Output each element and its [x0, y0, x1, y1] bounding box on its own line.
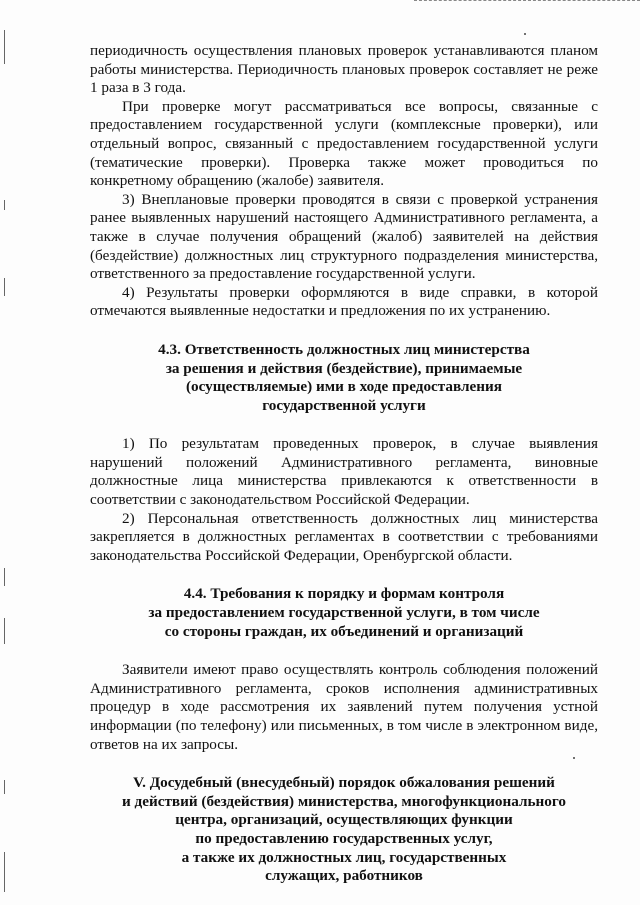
heading-line: за решения и действия (бездействие), принимаемые [165, 359, 523, 377]
paragraph: 3) Внеплановые проверки проводятся в связи с проверкой устранения ранее выявленных нарушений настоящего Административного регламента, а также в случае получения обращений (жалоб) заявителей на действия (бездействие) должностных лиц структурного подразделения министерства, ответственного за предоставление государственной услуги. [90, 190, 598, 283]
scan-edge-mark [4, 278, 5, 296]
scan-speck [524, 33, 526, 35]
paragraph: Заявители имеют право осуществлять контроль соблюдения положений Административного регламента, сроков исполнения административных процедур в ходе рассмотрения их заявлений путем получения устной информации (по телефону) или письменных, в том числе в электронном виде, ответов на их запросы. [90, 661, 598, 753]
paragraph: 1) По результатам проведенных проверок, в случае выявления нарушений положений Административного регламента, виновные должностные лица министерства привлекаются к ответственности в соответствии с законодательством Российской Федерации. [90, 435, 598, 509]
scan-edge-mark [4, 780, 5, 794]
scan-edge-mark [414, 0, 640, 3]
scan-edge-mark [4, 568, 5, 586]
paragraph: 2) Персональная ответственность должностных лиц министерства закрепляется в должностных регламентах в соответствии с требованиями законодательства Российской Федерации, Оренбургской области. [90, 509, 598, 564]
section-heading-4-4 [90, 585, 598, 641]
section-heading-5 [90, 774, 598, 886]
heading-line: со стороны граждан, их объединений и организаций [164, 622, 524, 640]
heading-line: а также их должностных лиц, государственных [181, 848, 507, 866]
scan-edge-mark [4, 30, 5, 64]
paragraph: 4) Результаты проверки оформляются в виде справки, в которой отмечаются выявленные недостатки и предложения по их устранению. [90, 283, 598, 320]
scan-edge-mark [4, 852, 5, 892]
heading-line: (осуществляемые) ими в ходе предоставления [185, 378, 503, 396]
heading-line: и действий (бездействия) министерства, многофункционального [121, 792, 567, 810]
paragraph: При проверке могут рассматриваться все вопросы, связанные с предоставлением государственной услуги (комплексные проверки), или отдельный вопрос, связанный с предоставлением государственной услуги (тематические проверки). Проверка также может проводиться по конкретному обращению (жалобе) заявителя. [90, 97, 598, 190]
paragraph: периодичность осуществления плановых проверок устанавливаются планом работы министерства. Периодичность плановых проверок составляет не реже 1 раза в 3 года. [90, 42, 598, 97]
heading-line: V. Досудебный (внесудебный) порядок обжалования решений [133, 774, 555, 792]
heading-line: служащих, работников [265, 867, 423, 885]
heading-line: государственной услуги [262, 396, 426, 414]
document-body [90, 42, 598, 886]
heading-line: 4.4. Требования к порядку и формам контроля [183, 585, 505, 603]
scan-edge-mark [4, 200, 5, 210]
heading-line: за предоставлением государственной услуги, в том числе [148, 604, 540, 622]
section-heading-4-3 [90, 341, 598, 415]
scan-edge-mark [4, 618, 5, 644]
heading-line: по предоставлению государственных услуг, [195, 829, 493, 847]
heading-line: 4.3. Ответственность должностных лиц министерства [158, 340, 530, 358]
heading-line: центра, организаций, осуществляющих функции [175, 811, 513, 829]
